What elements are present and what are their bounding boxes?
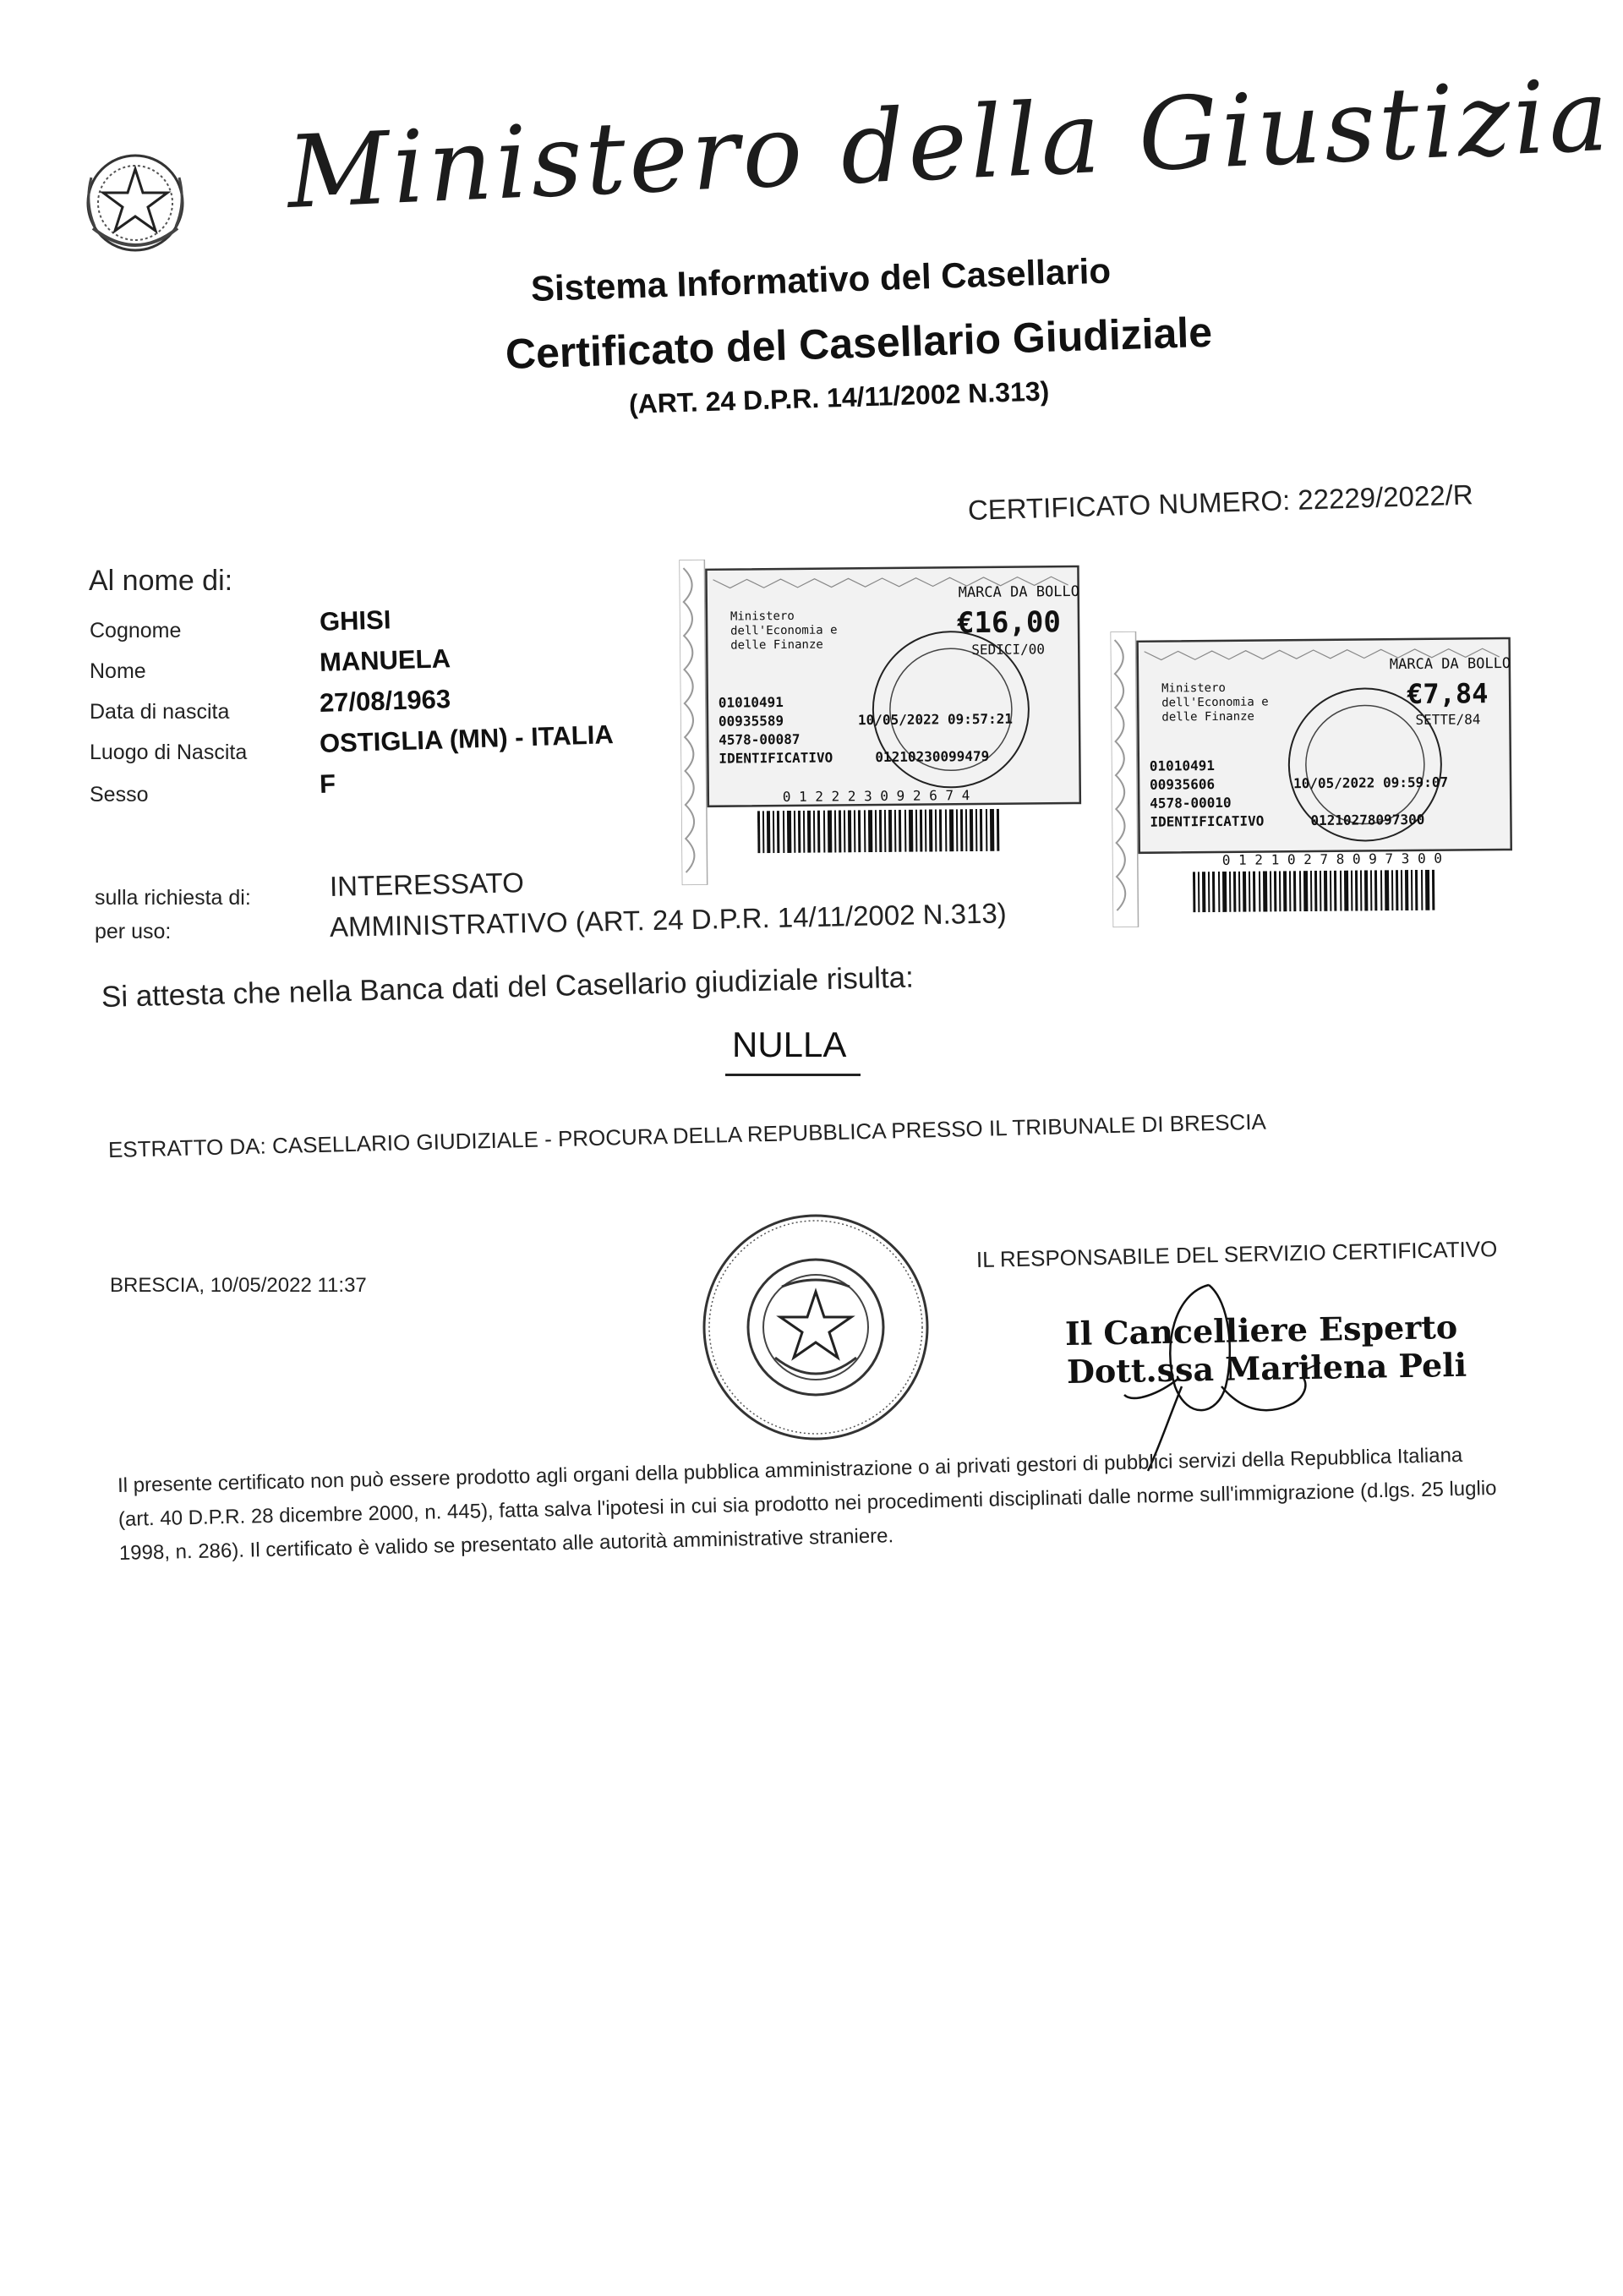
name-value: MANUELA [319,643,451,677]
result-value: NULLA [732,1025,847,1064]
stamp-2-amount: €7,84 [1406,677,1489,711]
stamp-2-barcode [1193,870,1438,913]
stamp-2-issuer: Ministero dell'Economia e delle Finanze [1161,681,1269,724]
signatory-role: IL RESPONSABILE DEL SERVIZIO CERTIFICATIVO [975,1236,1498,1272]
stamp-1-line: IDENTIFICATIVO [719,749,833,767]
signatory-name: Dott.ssa Marilena Peli [1066,1345,1467,1391]
revenue-stamp-1 [679,556,1087,885]
result-underline [725,1074,861,1076]
stamp-1-barcode [757,809,1003,854]
use-label: per uso: [95,920,172,943]
stamp-2-line: 01010491 [1149,757,1216,774]
surname-value: GHISI [319,604,391,637]
certificate-title: Certificato del Casellario Giudiziale [505,308,1213,378]
certificate-number: CERTIFICATO NUMERO: 22229/2022/R [967,478,1474,526]
revenue-stamp-2 [1110,628,1518,927]
extract-source: ESTRATTO DA: CASELLARIO GIUDIZIALE - PROCURA DELLA REPUBBLICA PRESSO IL TRIBUNALE DI BRESCIA [107,1108,1267,1162]
stamp-1-issuer: Ministero dell'Economia e delle Finanze [730,609,838,653]
stamp-1-line: 4578-00087 [719,730,801,748]
stamp-1-datetime: 10/05/2022 09:57:21 [857,710,1014,729]
birthdate-value: 27/08/1963 [319,684,451,718]
stamp-2-header: MARCA DA BOLLO [1389,654,1511,674]
birthplace-label: Luogo di Nascita [90,741,248,764]
stamp-2-line: 00935606 [1149,776,1216,793]
stamp-1-identifier: 01210230099479 [875,747,990,766]
name-label: Nome [90,659,146,683]
stamp-2-line: 4578-00010 [1150,794,1232,812]
stamp-2-identifier: 01210278097300 [1310,811,1425,829]
stamp-1-header: MARCA DA BOLLO [958,582,1080,602]
requested-by-label: sulla richiesta di: [95,886,251,910]
stamp-1-barcode-number: 0 1 2 2 2 3 0 9 2 6 7 4 [782,787,970,806]
surname-label: Cognome [90,619,182,642]
requested-by-value: INTERESSATO [329,866,525,902]
sex-value: F [319,768,336,799]
legal-footnote: Il presente certificato non può essere prodotto agli organi della pubblica amministrazione o ai privati gestori di pubblici servizi della Repubblica Italiana (art. 40 D.P.R. 28 dicembre 2000, n. 445), fatta salva l'ipotesi in cui sia prodotto nei procedimenti disciplinati dalle norme sull'immigrazione (d.lgs. 25 luglio 1998, n. 286). Il certificato è valido se presentato alle autorità amministrative straniere. [117,1443,1497,1565]
subject-heading: Al nome di: [89,565,233,597]
use-value: AMMINISTRATIVO (ART. 24 D.P.R. 14/11/2002 N.313) [329,897,1008,943]
system-title: Sistema Informativo del Casellario [530,250,1112,309]
result-statement: Si attesta che nella Banca dati del Casellario giudiziale risulta: [101,960,915,1014]
stamp-1-amount-words: SEDICI/00 [971,641,1046,659]
stamp-2-amount-words: SETTE/84 [1415,711,1481,728]
stamp-1-line: 00935589 [718,713,784,730]
place-date: BRESCIA, 10/05/2022 11:37 [110,1274,367,1297]
stamp-2-barcode-number: 0 1 2 1 0 2 7 8 0 9 7 3 0 0 [1221,850,1443,868]
ministry-title: Ministero della Giustizia [284,56,1615,231]
stamp-1-line: 01010491 [718,694,784,711]
stamp-2-datetime: 10/05/2022 09:59:07 [1292,774,1449,792]
stamp-1-amount: €16,00 [956,605,1061,641]
sex-label: Sesso [90,783,149,806]
stamp-2-line: IDENTIFICATIVO [1150,812,1265,830]
birthdate-label: Data di nascita [90,700,230,724]
signatory-title: Il Cancelliere Esperto [1064,1307,1458,1353]
birthplace-value: OSTIGLIA (MN) - ITALIA [319,719,615,758]
official-seal [697,1209,934,1446]
republic-emblem-icon [76,144,194,262]
law-reference: (ART. 24 D.P.R. 14/11/2002 N.313) [628,375,1050,419]
